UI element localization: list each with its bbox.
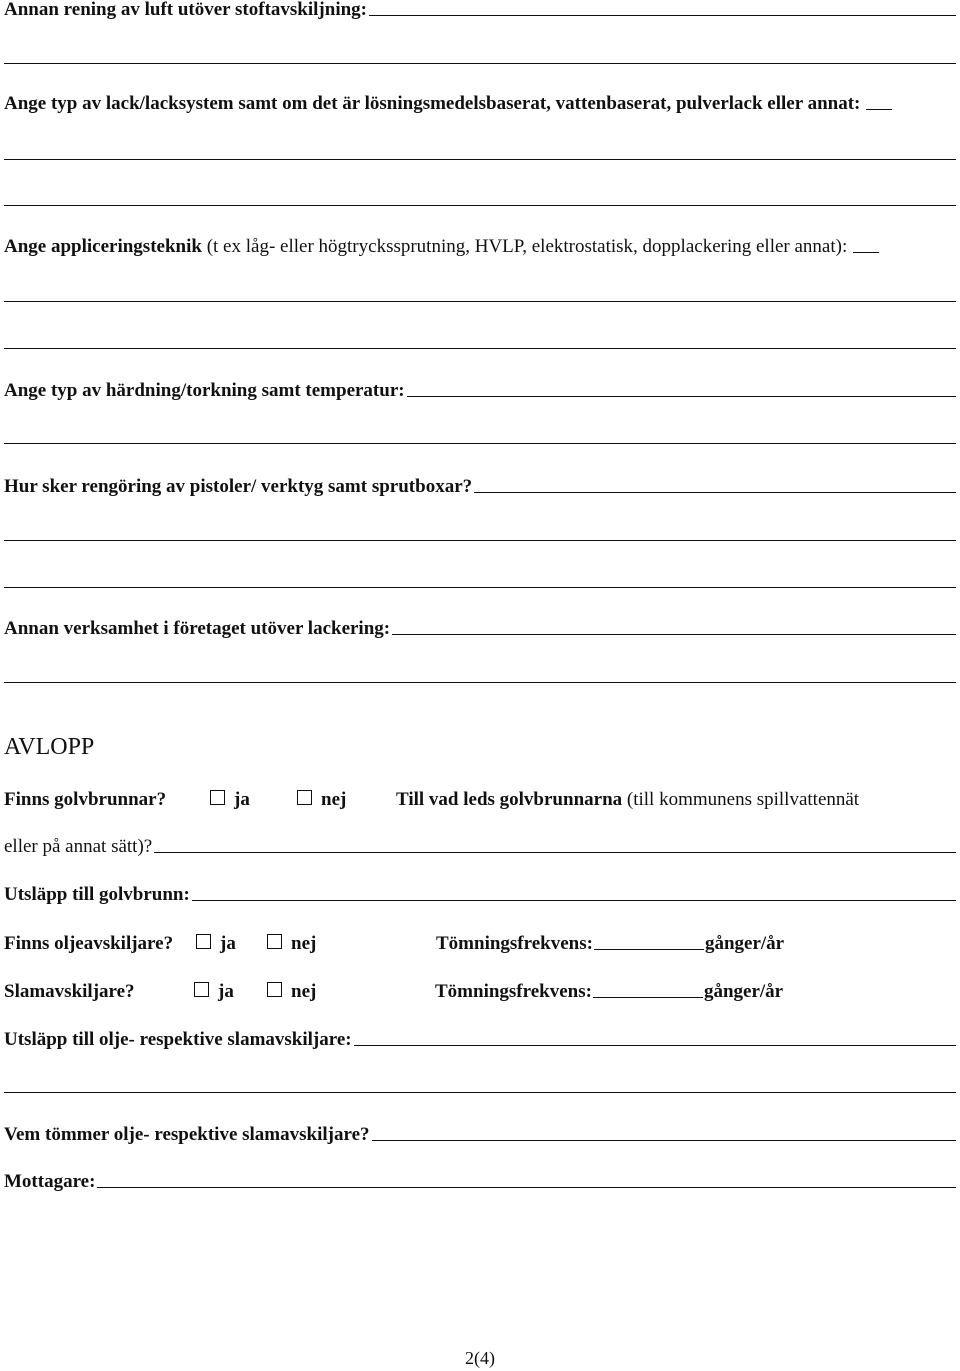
answer-line[interactable] [4,540,956,541]
ja-label: ja [234,789,250,810]
oljeavskiljare-tomningsfrekvens [436,931,784,955]
question-label-detail: (t ex låg- eller högtryckssprutning, HVLP, elektrostatisk, dopplackering eller annat): [201,236,848,257]
ja-checkbox[interactable] [194,982,209,997]
section-heading-avlopp: AVLOPP [4,734,95,760]
mottagare [4,1169,956,1193]
answer-field[interactable] [154,852,956,853]
oljeavskiljare-question: Finns oljeavskiljare? [4,933,174,954]
question-other-activity [4,616,956,640]
answer-line[interactable] [4,682,956,683]
frequency-unit: gånger/år [703,981,784,1002]
question-paint-system [4,91,956,115]
answer-line[interactable] [4,63,956,64]
question-curing [4,378,956,402]
question-cleaning [4,474,956,498]
oljeavskiljare-ja-option[interactable] [196,931,236,955]
golvbrunnar-nej-option[interactable] [297,787,346,811]
question-label: Vem tömmer olje- respektive slamavskiljare? [4,1124,370,1145]
slamavskiljare-nej-option[interactable] [267,979,316,1003]
slamavskiljare-ja-option[interactable] [194,979,234,1003]
nej-checkbox[interactable] [267,934,282,949]
question-label-bold: Ange appliceringsteknik [4,236,202,257]
slamavskiljare-question: Slamavskiljare? [4,981,135,1002]
answer-field[interactable] [97,1187,956,1188]
golvbrunnar-destination-continued [4,834,956,858]
ja-checkbox[interactable] [196,934,211,949]
nej-label: nej [291,933,317,954]
nej-label: nej [321,789,347,810]
answer-line[interactable] [4,443,956,444]
ja-label: ja [220,933,236,954]
answer-field[interactable] [853,252,879,253]
question-label-bold: Till vad leds golvbrunnarna [396,789,623,810]
frequency-unit: gånger/år [704,933,785,954]
answer-line[interactable] [4,348,956,349]
golvbrunnar-question: Finns golvbrunnar? [4,789,167,810]
question-label: Utsläpp till golvbrunn: [4,884,190,905]
answer-field[interactable] [192,900,956,901]
question-label: Utsläpp till olje- respektive slamavskiljare: [4,1029,352,1050]
question-label-continued: eller på annat sätt)? [4,836,153,857]
question-label: Mottagare: [4,1171,96,1192]
answer-field[interactable] [372,1140,957,1141]
frequency-field[interactable] [593,997,703,998]
answer-field[interactable] [369,15,956,16]
answer-field[interactable] [354,1045,956,1046]
frequency-label: Tömningsfrekvens: [435,981,592,1002]
utslapp-golvbrunn [4,882,956,906]
vem-tommer [4,1122,956,1146]
page-number: 2(4) [465,1348,495,1368]
question-label-detail: (till kommunens spillvattennät [622,789,860,810]
frequency-field[interactable] [594,949,704,950]
slamavskiljare-tomningsfrekvens [435,979,783,1003]
question-label: Hur sker rengöring av pistoler/ verktyg samt sprutboxar? [4,476,473,497]
answer-line[interactable] [4,159,956,160]
nej-checkbox[interactable] [267,982,282,997]
golvbrunnar-ja-option[interactable] [210,787,250,811]
answer-field[interactable] [392,634,956,635]
answer-field[interactable] [407,396,956,397]
question-label: Annan verksamhet i företaget utöver lackering: [4,618,391,639]
question-label: Annan rening av luft utöver stoftavskiljning: [4,0,367,20]
answer-line[interactable] [4,1092,956,1093]
frequency-label: Tömningsfrekvens: [436,933,593,954]
nej-label: nej [291,981,317,1002]
answer-field[interactable] [866,109,892,110]
oljeavskiljare-nej-option[interactable] [267,931,316,955]
question-air-cleaning [4,0,956,21]
question-label: Ange typ av lack/lacksystem samt om det är lösningsmedelsbaserat, vattenbaserat, pulverlack eller annat: [4,93,861,114]
answer-field[interactable] [474,492,956,493]
answer-line[interactable] [4,205,956,206]
ja-label: ja [218,981,234,1002]
answer-line[interactable] [4,587,956,588]
answer-line[interactable] [4,301,956,302]
golvbrunnar-destination-question [396,787,859,811]
nej-checkbox[interactable] [297,790,312,805]
ja-checkbox[interactable] [210,790,225,805]
question-application-technique [4,234,956,258]
utslapp-olje-slam [4,1027,956,1051]
question-label: Ange typ av härdning/torkning samt temperatur: [4,380,405,401]
